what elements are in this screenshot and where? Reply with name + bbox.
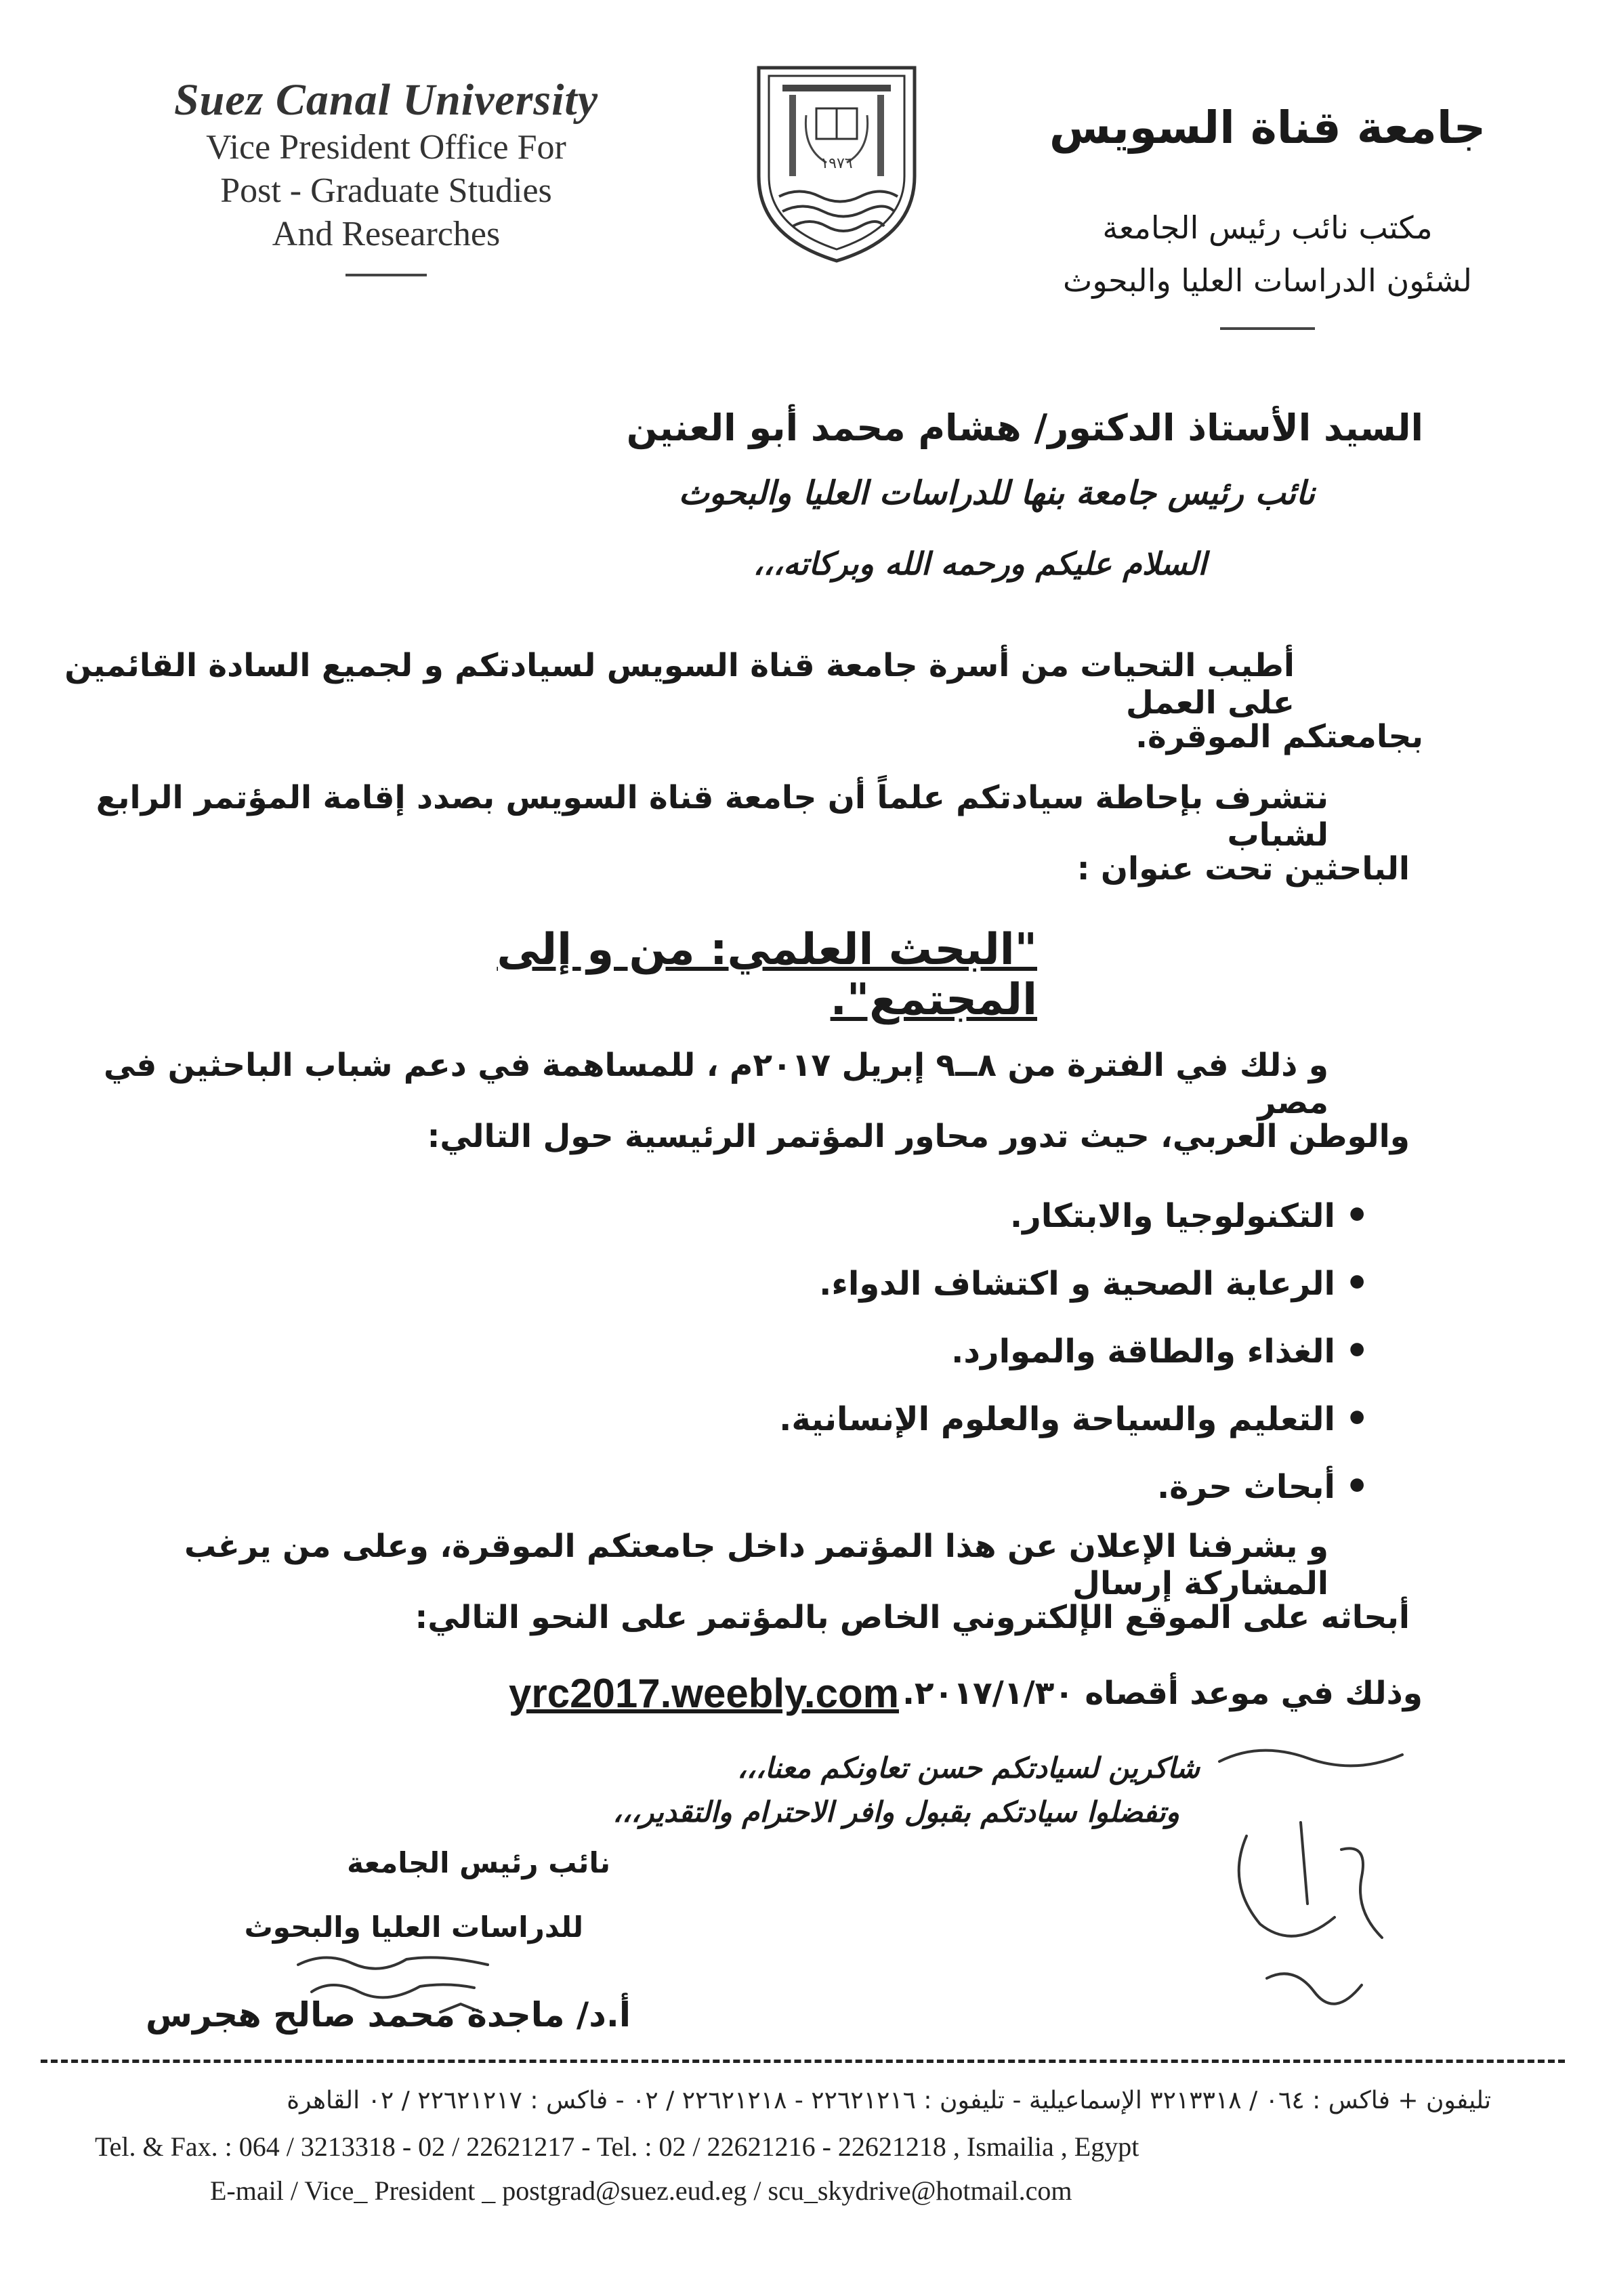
office-line-1: Vice President Office For — [206, 128, 566, 167]
office-line-3: And Researches — [272, 215, 501, 253]
office-line-ar-2: لشئون الدراسات العليا والبحوث — [1063, 262, 1472, 299]
paragraph-2-line-2: الباحثين تحت عنوان : — [1076, 850, 1410, 888]
office-line-2: Post - Graduate Studies — [220, 171, 552, 210]
signatory-title-line-1: نائب رئيس الجامعة — [347, 1846, 610, 1879]
header-divider-ar — [1220, 327, 1315, 330]
office-line-ar-1: مكتب نائب رئيس الجامعة — [1102, 209, 1433, 246]
paragraph-3-line-1: و ذلك في الفترة من ٨ــ٩ إبريل ٢٠١٧م ، للمساهمة في دعم شباب الباحثين في مصر — [103, 1047, 1328, 1121]
university-name-en: Suez Canal University — [173, 75, 599, 125]
letterhead-arabic — [1030, 102, 1505, 330]
conference-topics-list — [353, 1182, 1369, 1521]
conference-title: "البحث العلمي: من و إلى المجتمع". — [497, 925, 1037, 1025]
list-item: • التعليم والسياحة والعلوم الإنسانية. — [353, 1385, 1369, 1453]
paragraph-1-line-2: بجامعتكم الموقرة. — [1135, 718, 1423, 755]
university-crest-logo — [752, 61, 921, 264]
signatory-name: أ.د/ ماجدة محمد صالح هجرس — [146, 1995, 631, 2034]
closing-line-1: شاكرين لسيادتكم حسن تعاونكم معنا،،، — [737, 1751, 1200, 1784]
list-item: • التكنولوجيا والابتكار. — [353, 1182, 1369, 1250]
greeting: السلام عليكم ورحمه الله وبركاته،،، — [753, 545, 1207, 582]
list-item: • أبحاث حرة. — [353, 1453, 1369, 1521]
paragraph-2-line-1: نتشرف بإحاطة سيادتكم علماً أن جامعة قناة السويس بصدد إقامة المؤتمر الرابع لشباب — [96, 779, 1328, 854]
university-name-ar: جامعة قناة السويس — [1049, 102, 1486, 154]
paragraph-1-line-1: أطيب التحيات من أسرة جامعة قناة السويس لسيادتكم و لجميع السادة القائمين على العمل — [64, 647, 1295, 722]
paragraph-4-line-1: و يشرفنا الإعلان عن هذا المؤتمر داخل جامعتكم الموقرة، وعلى من يرغب المشاركة إرسال — [184, 1528, 1328, 1602]
closing-line-2: وتفضلوا سيادتكم بقبول وافر الاحترام والتقدير،،، — [612, 1795, 1179, 1829]
paragraph-4-line-2: أبحاثه على الموقع الإلكتروني الخاص بالمؤتمر على النحو التالي: — [415, 1599, 1410, 1636]
list-item: • الغذاء والطاقة والموارد. — [353, 1318, 1369, 1385]
handwritten-annotation — [1206, 1734, 1423, 2019]
url-deadline-line — [474, 1670, 1423, 1731]
footer-english-contact: Tel. & Fax. : 064 / 3213318 - 02 / 22621217 - Tel. : 02 / 22621216 - 22621218 , Ismailia , Egypt — [95, 2131, 1139, 2162]
header-divider-en — [345, 274, 427, 276]
conference-website-link[interactable]: yrc2017.weebly.com — [509, 1671, 899, 1716]
list-item: • الرعاية الصحية و اكتشاف الدواء. — [353, 1250, 1369, 1318]
recipient-name: السيد الأستاذ الدكتور/ هشام محمد أبو العنين — [626, 406, 1423, 449]
crest-year: ١٩٧٦ — [820, 155, 853, 172]
footer-arabic-contact: تليفون + فاكس : ٠٦٤ / ٣٢١٣٣١٨ الإسماعيلية - تليفون : ٢٢٦٢١٢١٦ - ٢٢٦٢١٢١٨ / ٠٢ - فاكس : ٢٢٦٢١٢١٧ / ٠٢ القاهرة — [287, 2087, 1491, 2114]
footer-divider — [41, 2060, 1565, 2066]
paragraph-3-line-2: والوطن العربي، حيث تدور محاور المؤتمر الرئيسية حول التالي: — [427, 1118, 1410, 1155]
deadline-text: وذلك في موعد أقصاه ٢٠١٧/١/٣٠. — [902, 1675, 1423, 1712]
signatory-title-line-2: للدراسات العليا والبحوث — [244, 1911, 583, 1944]
recipient-title: نائب رئيس جامعة بنها للدراسات العليا والبحوث — [678, 474, 1315, 512]
footer-email[interactable]: E-mail / Vice_ President _ postgrad@suez.eud.eg / scu_skydrive@hotmail.com — [210, 2175, 1072, 2206]
letterhead-english — [135, 75, 637, 276]
